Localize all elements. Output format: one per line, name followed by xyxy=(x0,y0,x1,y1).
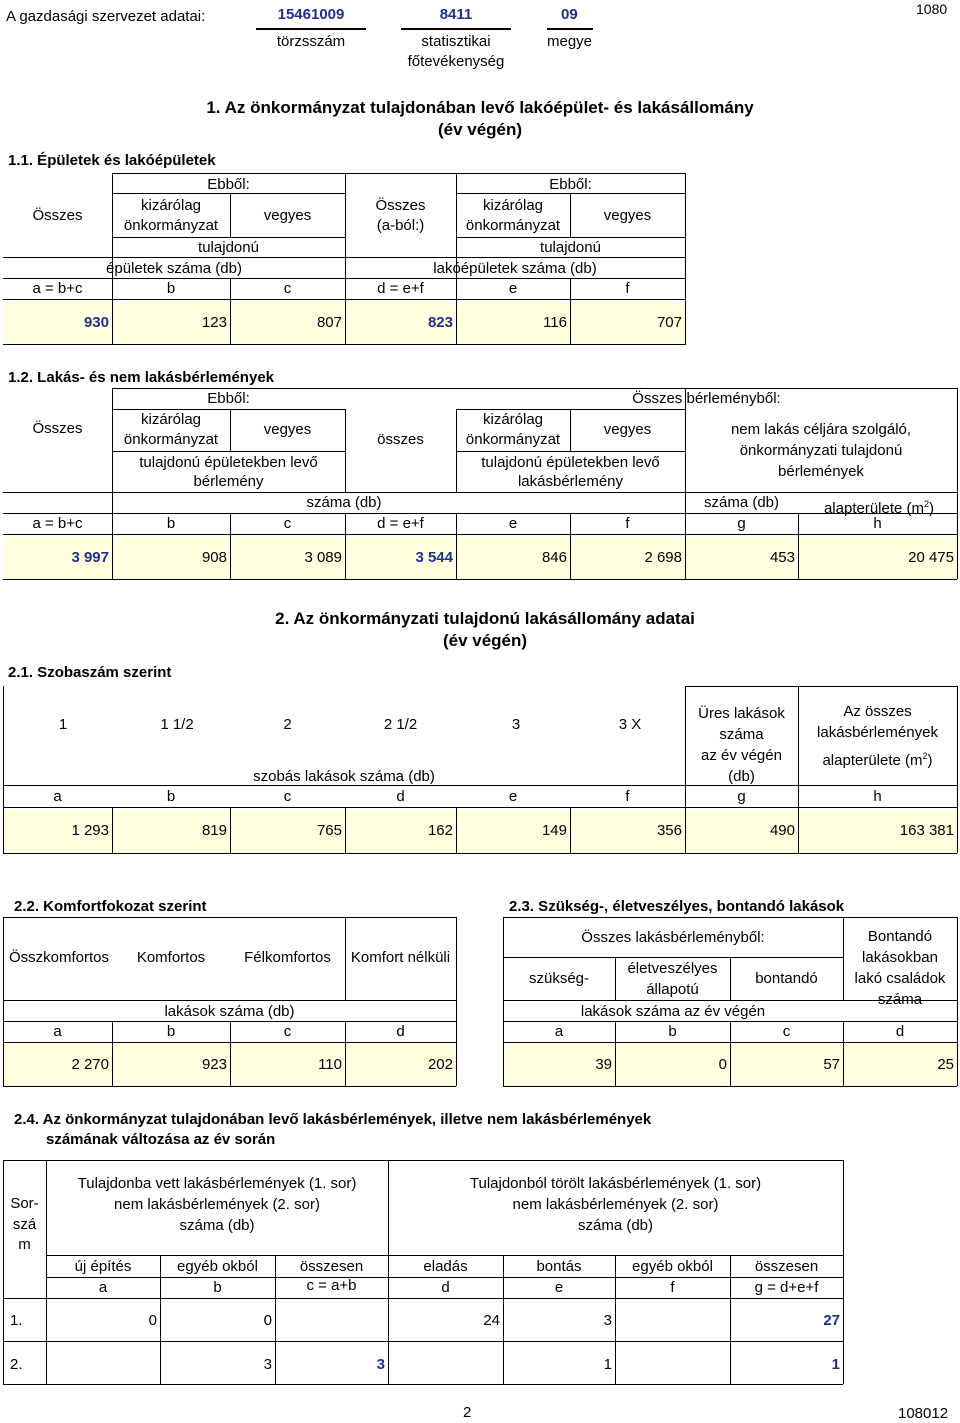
code-cell: d = e+f xyxy=(377,515,424,532)
value-cell: 0 xyxy=(263,1312,272,1329)
value-cell: 3 997 xyxy=(71,549,109,566)
code-cell: f xyxy=(625,280,630,297)
value-cell: 149 xyxy=(541,822,567,839)
value-cell: 3 xyxy=(263,1356,272,1373)
col-tulajdonu-epuletekben: tulajdonú épületekben levő xyxy=(139,454,318,471)
value-cell: 25 xyxy=(937,1056,954,1073)
col-bontando-csaladok-4: száma xyxy=(877,991,923,1008)
col-kizarolag-2: kizárólag xyxy=(482,411,544,428)
col-tulajdonba-vett-1: Tulajdonba vett lakásbérlemények (1. sor) xyxy=(77,1175,357,1192)
code-cell: g xyxy=(737,515,746,532)
form-number: 1080 xyxy=(916,1,948,17)
code-cell: a xyxy=(98,1279,108,1296)
value-cell: 110 xyxy=(318,1056,342,1073)
code-cell: a xyxy=(53,788,62,805)
value-cell: 0 xyxy=(148,1312,157,1329)
col-room: 1 1/2 xyxy=(160,716,194,733)
col-eletveszelyes-2: állapotú xyxy=(646,981,699,998)
value-cell: 1 xyxy=(603,1356,612,1373)
code-cell: e xyxy=(508,788,518,805)
col-tulajdonu: tulajdonú xyxy=(198,239,259,256)
unit-lakoepuletek: lakóépületek száma (db) xyxy=(433,260,597,277)
code-cell: e xyxy=(508,515,518,532)
header-label: A gazdasági szervezet adatai: xyxy=(6,8,206,25)
col-tulajdonba-vett-3: száma (db) xyxy=(179,1217,255,1234)
col-komfort-nelkuli: Komfort nélküli xyxy=(350,949,451,966)
code-cell: f xyxy=(625,515,630,532)
col-bontando-csaladok-3: lakó családok xyxy=(854,970,946,987)
col-lakasberlemeny: lakásbérlemény xyxy=(517,473,624,490)
col-room: 2 1/2 xyxy=(383,716,418,733)
value-cell: 765 xyxy=(316,822,342,839)
col-uj-epites: új építés xyxy=(74,1258,132,1275)
col-sorszam-1: Sor- xyxy=(10,1195,39,1212)
section-1-1-title: 1.1. Épületek és lakóépületek xyxy=(8,152,216,169)
code-cell: h xyxy=(873,515,882,532)
col-eladas: eladás xyxy=(423,1258,468,1275)
value-cell: 20 475 xyxy=(908,549,954,566)
value-cell: 163 381 xyxy=(899,822,954,839)
value-cell: 116 xyxy=(543,314,567,331)
code-cell: a xyxy=(554,1023,564,1040)
col-room: 3 xyxy=(511,716,521,733)
code-cell: g xyxy=(737,788,746,805)
col-bontas: bontás xyxy=(536,1258,582,1275)
torzsszam-label: törzsszám xyxy=(276,33,346,50)
col-onkormanyzat: önkormányzat xyxy=(123,217,219,234)
col-kizarolag-2: kizárólag xyxy=(482,197,544,214)
unit-lakasok-ev-vegen: lakások száma az év végén xyxy=(580,1003,766,1020)
value-cell: 453 xyxy=(769,549,795,566)
section-1-2-title: 1.2. Lakás- és nem lakásbérlemények xyxy=(8,369,275,386)
unit-szama-2: száma (db) xyxy=(703,494,780,511)
code-cell: d xyxy=(895,1023,905,1040)
section-1-subtitle: (év végén) xyxy=(437,120,523,139)
value-cell: 1 xyxy=(831,1356,840,1373)
code-cell: g = d+e+f xyxy=(754,1279,819,1296)
value-cell: 202 xyxy=(427,1056,453,1073)
section-2-title: 2. Az önkormányzati tulajdonú lakásállomány adatai xyxy=(275,609,695,628)
section-2-4-title-2: számának változása az év során xyxy=(46,1131,276,1148)
value-cell: 57 xyxy=(823,1056,840,1073)
col-osszkomfortos: Összkomfortos xyxy=(8,949,110,966)
col-osszes-berlemenybol: Összes bérleményből: xyxy=(632,390,781,407)
col-az-osszes-1: Az összes xyxy=(843,703,912,720)
code-cell: e xyxy=(554,1279,564,1296)
col-vegyes: vegyes xyxy=(263,421,312,438)
value-cell: 3 544 xyxy=(415,549,453,566)
col-tulajdonba-vett-2: nem lakásbérlemények (2. sor) xyxy=(114,1196,320,1213)
col-tulajdonbol-torolt-3: száma (db) xyxy=(577,1217,654,1234)
code-cell: d = e+f xyxy=(377,280,424,297)
section-2-2-title: 2.2. Komfortfokozat szerint xyxy=(14,898,207,915)
col-ures-4: (db) xyxy=(728,768,755,785)
value-cell: 2 270 xyxy=(71,1056,109,1073)
col-egyeb-okbol: egyéb okból xyxy=(177,1258,258,1275)
col-onkormanyzat: önkormányzat xyxy=(123,431,219,448)
section-2-1-title: 2.1. Szobaszám szerint xyxy=(8,664,172,681)
col-osszesen-2: összesen xyxy=(754,1258,819,1275)
value-cell: 3 xyxy=(376,1356,385,1373)
value-cell: 2 698 xyxy=(644,549,682,566)
section-2-4-title: 2.4. Az önkormányzat tulajdonában levő lakásbérlemények, illetve nem lakásbérlemények xyxy=(14,1111,652,1128)
col-kizarolag: kizárólag xyxy=(140,197,202,214)
col-ebbol: Ebből: xyxy=(207,176,250,193)
code-cell: e xyxy=(508,280,518,297)
col-ebbol: Ebből: xyxy=(207,390,250,407)
code-cell: c xyxy=(782,1023,791,1040)
code-cell: a = b+c xyxy=(32,515,83,532)
value-cell: 0 xyxy=(718,1056,727,1073)
value-cell: 27 xyxy=(823,1312,840,1329)
value-cell: 930 xyxy=(83,314,109,331)
col-az-osszes-3: alapterülete $(m^2)$ xyxy=(822,751,933,769)
code-cell: b xyxy=(213,1279,222,1296)
col-tulajdonbol-torolt-1: Tulajdonból törölt lakásbérlemények (1. sor) xyxy=(469,1175,762,1192)
page-number: 2 xyxy=(463,1404,472,1421)
value-cell: 923 xyxy=(201,1056,227,1073)
value-cell: 819 xyxy=(201,822,227,839)
stat-value: 8411 xyxy=(439,6,473,23)
col-az-osszes-2: lakásbérlemények xyxy=(817,724,938,741)
col-room: 1 xyxy=(58,716,68,733)
col-osszes: Összes xyxy=(32,420,83,437)
code-cell: b xyxy=(166,788,176,805)
unit-alapterulet: alapterülete $(m^2)$ xyxy=(823,499,935,517)
code-cell: c xyxy=(283,280,292,297)
value-cell: 123 xyxy=(201,314,227,331)
code-cell: d xyxy=(396,1023,405,1040)
col-eletveszelyes-1: életveszélyes xyxy=(627,960,718,977)
col-felkomfortos: Félkomfortos xyxy=(244,949,331,966)
col-tulajdonu-epuletekben-2: tulajdonú épületekben levő xyxy=(481,454,660,471)
unit-szama: száma (db) xyxy=(306,494,382,511)
torzsszam-value: 15461009 xyxy=(277,6,345,23)
stat-label-2: főtevékenység xyxy=(407,53,505,70)
col-osszes-2: Összes xyxy=(375,197,426,214)
section-2-subtitle: (év végén) xyxy=(442,631,528,650)
col-osszes: Összes xyxy=(32,207,83,224)
value-cell: 3 xyxy=(603,1312,612,1329)
value-cell: 39 xyxy=(595,1056,612,1073)
section-1-title: 1. Az önkormányzat tulajdonában levő lakóépület- és lakásállomány xyxy=(206,98,754,117)
col-berlemeny: bérlemény xyxy=(193,473,264,490)
code-cell: h xyxy=(873,788,882,805)
unit-lakasok: lakások száma (db) xyxy=(164,1003,295,1020)
value-cell: 490 xyxy=(769,822,795,839)
col-tulajdonbol-torolt-2: nem lakásbérlemények (2. sor) xyxy=(512,1196,719,1213)
col-room: 2 xyxy=(283,716,292,733)
code-cell: a = b+c xyxy=(32,280,83,297)
col-osszesen: összesen xyxy=(299,1258,364,1275)
value-cell: 24 xyxy=(483,1312,500,1329)
value-cell: 3 089 xyxy=(304,549,342,566)
value-cell: 356 xyxy=(656,822,682,839)
col-onkormanyzat-2: önkormányzat xyxy=(465,217,561,234)
col-nem-lakas-3: bérlemények xyxy=(778,463,864,480)
col-egyeb-okbol-2: egyéb okból xyxy=(632,1258,713,1275)
col-sorszam-2: szá xyxy=(12,1216,37,1233)
col-szukseg: szükség- xyxy=(528,970,590,987)
megye-value: 09 xyxy=(561,6,578,23)
code-cell: c xyxy=(283,788,292,805)
code-cell: c = a+b xyxy=(306,1277,357,1294)
col-komfortos: Komfortos xyxy=(136,949,206,966)
col-onkormanyzat-2: önkormányzat xyxy=(465,431,561,448)
code-cell: c xyxy=(283,1023,292,1040)
col-kizarolag: kizárólag xyxy=(140,411,202,428)
code-cell: b xyxy=(166,1023,176,1040)
value-cell: 707 xyxy=(656,314,682,331)
row-label: 2. xyxy=(10,1356,23,1373)
row-label: 1. xyxy=(10,1312,23,1329)
stat-label-1: statisztikai xyxy=(421,33,491,50)
col-bontando: bontandó xyxy=(755,970,818,987)
col-ures-2: száma xyxy=(719,726,764,743)
unit-epuletek: épületek száma (db) xyxy=(106,260,242,277)
code-cell: b xyxy=(668,1023,677,1040)
value-cell: 807 xyxy=(316,314,342,331)
unit-szobas: szobás lakások száma (db) xyxy=(253,768,435,785)
col-nem-lakas-1: nem lakás céljára szolgáló, xyxy=(730,421,912,438)
code-cell: f xyxy=(625,788,630,805)
col-room: 3 X xyxy=(618,716,642,733)
value-cell: 162 xyxy=(427,822,453,839)
col-bontando-csaladok-2: lakásokban xyxy=(862,949,938,966)
code-cell: c xyxy=(283,515,292,532)
col-tulajdonu-2: tulajdonú xyxy=(540,239,601,256)
value-cell: 846 xyxy=(541,549,567,566)
col-bontando-csaladok-1: Bontandó xyxy=(867,928,933,945)
col-osszes-lakasberlemenybol: Összes lakásbérleményből: xyxy=(581,929,765,946)
value-cell: 1 293 xyxy=(71,822,109,839)
col-vegyes-2: vegyes xyxy=(603,207,652,224)
section-2-3-title: 2.3. Szükség-, életveszélyes, bontandó lakások xyxy=(509,898,845,915)
col-vegyes-2: vegyes xyxy=(603,421,652,438)
code-cell: b xyxy=(166,280,176,297)
code-cell: f xyxy=(670,1279,675,1296)
code-cell: d xyxy=(396,788,405,805)
col-ures-3: az év végén xyxy=(701,747,782,764)
code-cell: a xyxy=(53,1023,62,1040)
megye-label: megye xyxy=(547,33,593,50)
value-cell: 823 xyxy=(427,314,453,331)
value-cell: 908 xyxy=(201,549,227,566)
col-osszes-small: összes xyxy=(377,431,424,448)
code-cell: b xyxy=(166,515,176,532)
col-sorszam-3: m xyxy=(18,1236,31,1253)
footer-code: 108012 xyxy=(898,1405,949,1422)
col-ebbol-2: Ebből: xyxy=(549,176,592,193)
col-ures-1: Üres lakások xyxy=(698,705,785,722)
col-abol: (a-ból:) xyxy=(376,217,425,234)
col-nem-lakas-2: önkormányzati tulajdonú xyxy=(739,442,903,459)
code-cell: d xyxy=(441,1279,450,1296)
col-vegyes: vegyes xyxy=(263,207,312,224)
